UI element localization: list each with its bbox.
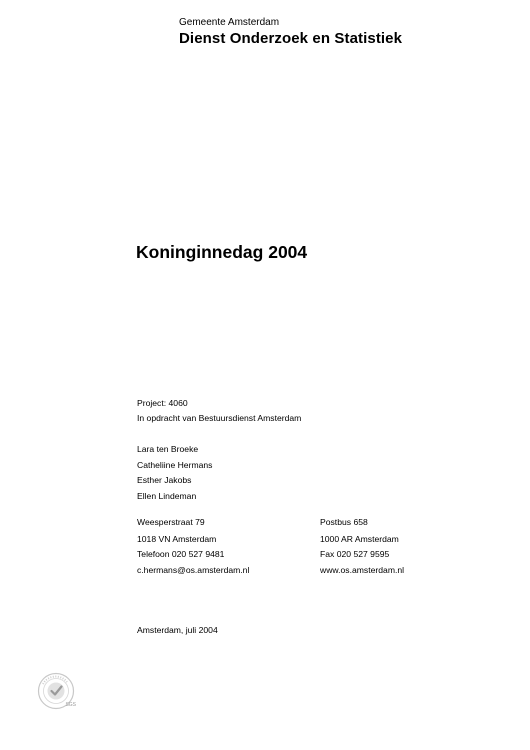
- author-3: Esther Jakobs: [137, 475, 192, 485]
- sgs-mark-text: SGS: [65, 702, 76, 708]
- po-box-postcode: 1000 AR Amsterdam: [320, 534, 399, 544]
- report-title: Koninginnedag 2004: [136, 242, 308, 262]
- commissioned-by: In opdracht van Bestuursdienst Amsterdam: [137, 413, 302, 423]
- phone-number: Telefoon 020 527 9481: [137, 549, 225, 559]
- author-4: Ellen Lindeman: [137, 491, 197, 501]
- email-address: c.hermans@os.amsterdam.nl: [137, 565, 250, 575]
- author-1: Lara ten Broeke: [137, 444, 199, 454]
- fax-number: Fax 020 527 9595: [320, 549, 390, 559]
- project-number: Project: 4060: [137, 398, 188, 408]
- place-and-date: Amsterdam, juli 2004: [137, 625, 218, 635]
- address-postcode: 1018 VN Amsterdam: [137, 534, 217, 544]
- address-street: Weesperstraat 79: [137, 517, 205, 527]
- po-box: Postbus 658: [320, 517, 368, 527]
- organisation-name: Gemeente Amsterdam: [179, 17, 280, 28]
- sgs-certification-seal-icon: [37, 672, 75, 710]
- department-name: Dienst Onderzoek en Statistiek: [179, 30, 403, 47]
- website-url: www.os.amsterdam.nl: [320, 565, 405, 575]
- author-2: Catheliine Hermans: [137, 460, 213, 470]
